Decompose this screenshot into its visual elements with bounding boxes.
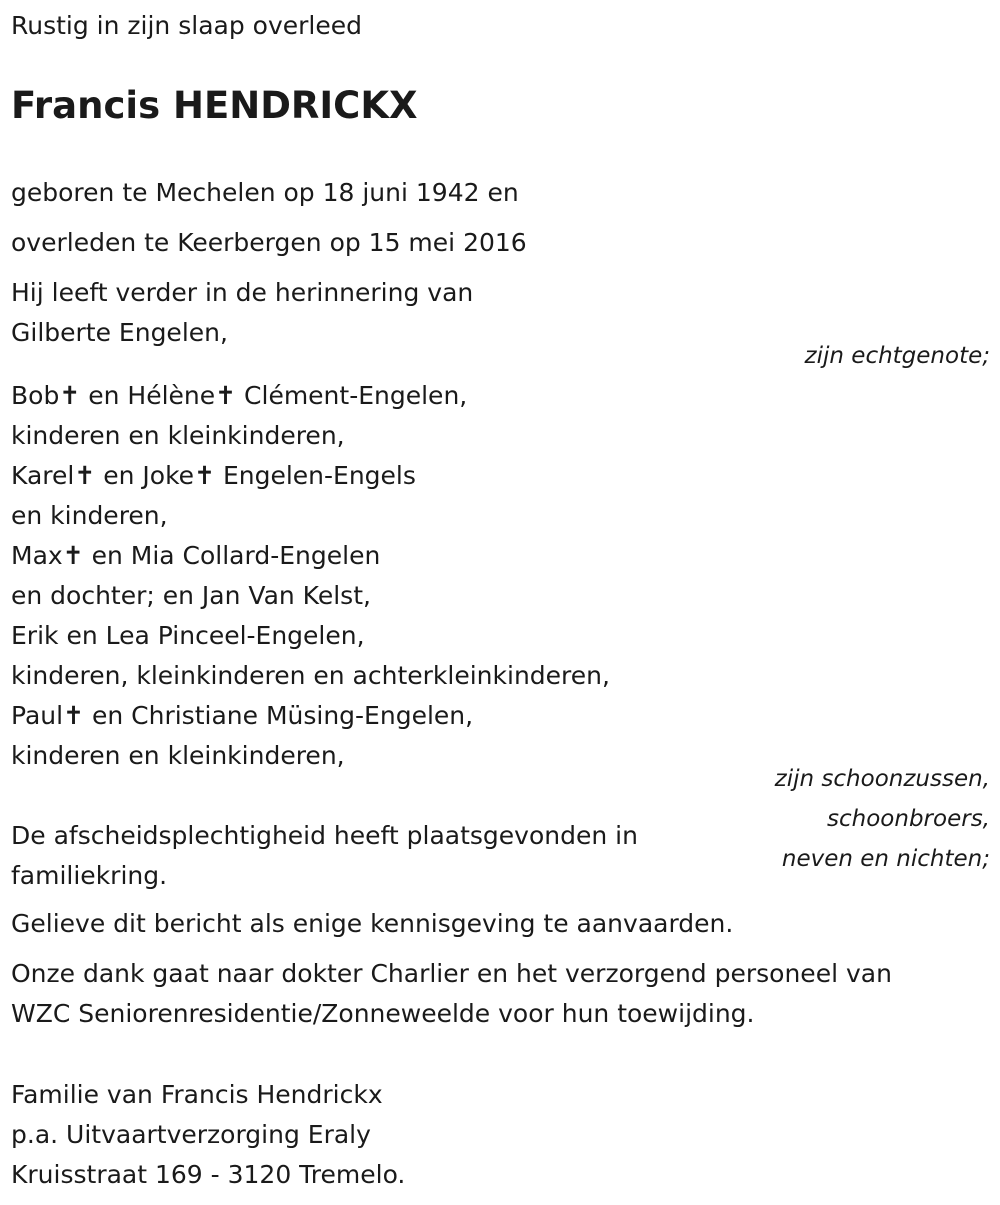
thanks-line-1: Onze dank gaat naar dokter Charlier en het verzorgend personeel van [11,959,892,988]
family-collard: en Mia Collard-Engelen [83,541,381,570]
death-line: overleden te Keerbergen op 15 mei 2016 [11,228,527,257]
birth-line: geboren te Mechelen op 18 juni 1942 en [11,178,519,207]
family-line-7: Erik en Lea Pinceel-Engelen, [11,621,365,650]
family-paul: Paul [11,701,64,730]
family-line-9 [11,701,473,731]
ceremony-line-1: De afscheidsplechtigheid heeft plaatsgevonden in [11,821,638,850]
remembered-line: Hij leeft verder in de herinnering van [11,278,474,307]
deceased-cross-icon: ✝ [194,461,216,490]
family-line-10: kinderen en kleinkinderen, [11,741,345,770]
family-helene: en Hélène [80,381,216,410]
notice-line: Gelieve dit bericht als enige kennisgeving te aanvaarden. [11,909,734,938]
spouse-name: Gilberte Engelen, [11,318,228,347]
family-engels: Engelen-Engels [215,461,416,490]
deceased-cross-icon: ✝ [62,541,84,570]
family-clement: Clément-Engelen, [236,381,468,410]
deceased-cross-icon: ✝ [74,461,96,490]
intro-text: Rustig in zijn slaap overleed [11,11,362,40]
family-line-2: kinderen en kleinkinderen, [11,421,345,450]
family-bob: Bob [11,381,60,410]
deceased-cross-icon: ✝ [59,381,81,410]
thanks-line-2: WZC Seniorenresidentie/Zonneweelde voor hun toewijding. [11,999,755,1028]
family-line-8: kinderen, kleinkinderen en achterkleinkinderen, [11,661,610,690]
family-max: Max [11,541,63,570]
family-role-3: neven en nichten; [781,846,990,872]
ceremony-line-2: familiekring. [11,861,168,890]
family-musing: en Christiane Müsing-Engelen, [84,701,474,730]
deceased-name: Francis HENDRICKX [11,84,418,127]
deceased-cross-icon: ✝ [63,701,85,730]
contact-family: Familie van Francis Hendrickx [11,1080,383,1109]
family-joke: en Joke [95,461,195,490]
family-line-4: en kinderen, [11,501,168,530]
family-line-1 [11,381,467,411]
deceased-cross-icon: ✝ [215,381,237,410]
contact-undertaker: p.a. Uitvaartverzorging Eraly [11,1120,371,1149]
spouse-role: zijn echtgenote; [804,343,990,369]
family-role-1: zijn schoonzussen, [774,766,990,792]
family-role-2: schoonbroers, [827,806,990,832]
family-line-5 [11,541,380,571]
family-line-6: en dochter; en Jan Van Kelst, [11,581,371,610]
family-karel: Karel [11,461,75,490]
family-line-3 [11,461,416,491]
contact-address: Kruisstraat 169 - 3120 Tremelo. [11,1160,406,1189]
